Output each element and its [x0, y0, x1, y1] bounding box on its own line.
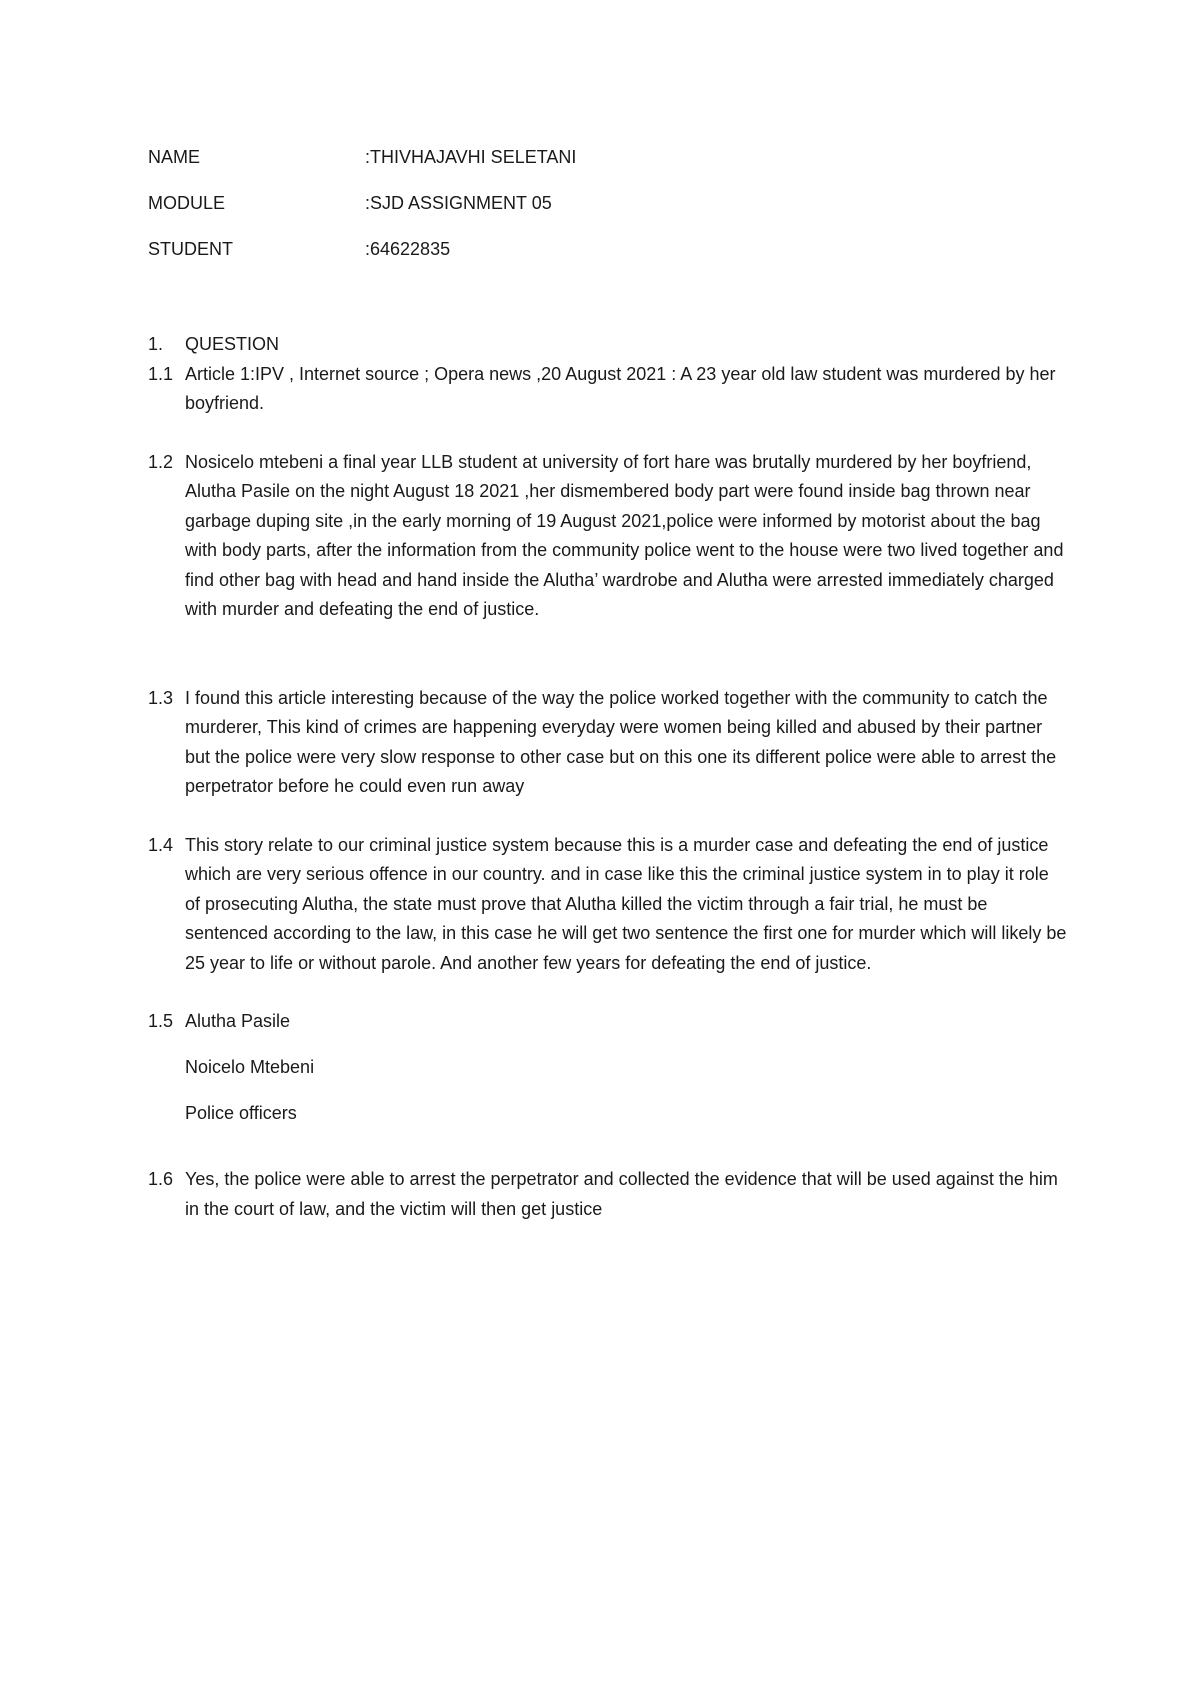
module-value: :SJD ASSIGNMENT 05	[365, 193, 552, 213]
name-value: :THIVHAJAVHI SELETANI	[365, 147, 577, 167]
item-text: QUESTION	[185, 334, 280, 354]
item-1-2	[148, 448, 1068, 625]
header-row-name	[148, 146, 848, 192]
answer-content	[148, 330, 1068, 1224]
name-label: NAME	[148, 147, 201, 167]
item-number: 1.1	[148, 363, 174, 384]
item-number: 1.4	[148, 834, 174, 855]
header-block	[148, 146, 848, 284]
person-name: Noicelo Mtebeni	[185, 1057, 315, 1077]
item-text: Alutha Pasile	[185, 1011, 291, 1031]
item-number: 1.	[148, 334, 164, 354]
item-text: Article 1:IPV , Internet source ; Opera news ,20 August 2021 : A 23 year old law student was murdered by her boyfriend.	[185, 363, 1056, 413]
item-1-4	[148, 831, 1068, 979]
item-text: I found this article interesting because of the way the police worked together with the community to catch the murderer, This kind of crimes are happening everyday were women being killed and abused by their partner but the police were very slow response to other case but on this one its different police were able to arrest the perpetrator before he could even run away	[185, 687, 1057, 796]
person-name: Police officers	[185, 1103, 297, 1123]
item-number: 1.6	[148, 1169, 174, 1189]
header-row-module	[148, 192, 848, 238]
item-number: 1.2	[148, 451, 174, 472]
item-1-3	[148, 684, 1068, 802]
item-text: This story relate to our criminal justice system because this is a murder case and defeating the end of justice which are very serious offence in our country. and in case like this the criminal justice system in to play it role of prosecuting Alutha, the state must prove that Alutha killed the victim through a fair trial, he must be sentenced according to the law, in this case he will get two sentence the first one for murder which will likely be 25 year to life or without parole. And another few years for defeating the end of justice.	[185, 834, 1067, 973]
item-number: 1.3	[148, 687, 174, 708]
item-question	[148, 330, 1068, 360]
student-label: STUDENT	[148, 239, 233, 259]
item-number: 1.5	[148, 1011, 174, 1031]
item-text: Yes, the police were able to arrest the perpetrator and collected the evidence that will be used against the him in the court of law, and the victim will then get justice	[185, 1169, 1058, 1219]
header-row-student	[148, 238, 848, 284]
item-1-6	[148, 1165, 1068, 1224]
module-label: MODULE	[148, 193, 226, 213]
item-text: Nosicelo mtebeni a final year LLB student at university of fort hare was brutally murdered by her boyfriend, Alutha Pasile on the night August 18 2021 ,her dismembered body part were found inside bag thrown near garbage duping site ,in the early morning of 19 August 2021,police were informed by motorist about the bag with body parts, after the information from the community police went to the house were two lived together and find other bag with head and hand inside the Alutha’ wardrobe and Alutha were arrested immediately charged with murder and defeating the end of justice.	[185, 451, 1064, 619]
item-1-5	[148, 1007, 1068, 1053]
student-value: :64622835	[365, 239, 451, 259]
item-1-1	[148, 360, 1068, 419]
